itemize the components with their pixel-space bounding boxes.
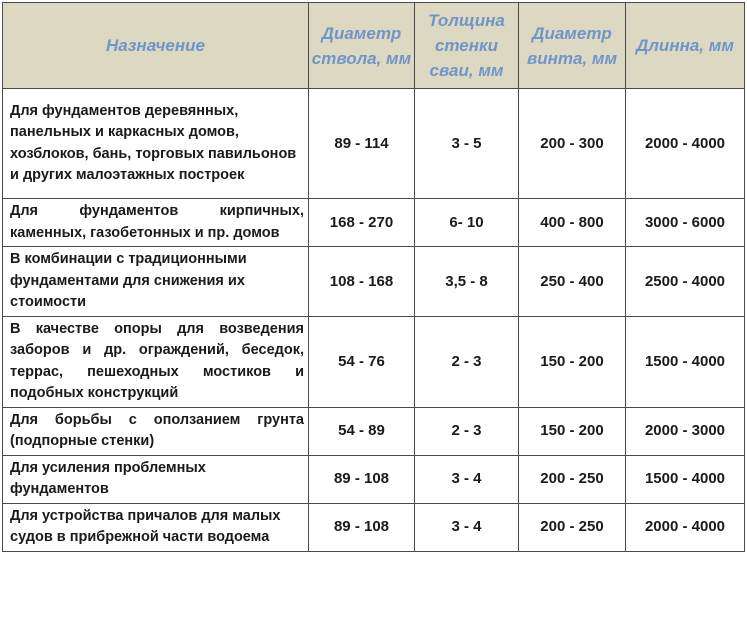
wall-thickness-cell: 3,5 - 8 bbox=[415, 247, 519, 317]
table-row bbox=[3, 503, 745, 551]
length-cell: 2500 - 4000 bbox=[626, 247, 745, 317]
header-row bbox=[3, 3, 745, 89]
table-row bbox=[3, 247, 745, 317]
shaft-diameter-cell: 89 - 108 bbox=[309, 455, 415, 503]
shaft-diameter-cell: 54 - 76 bbox=[309, 316, 415, 407]
table-row bbox=[3, 407, 745, 455]
table-row bbox=[3, 316, 745, 407]
length-cell: 3000 - 6000 bbox=[626, 199, 745, 247]
shaft-diameter-cell: 108 - 168 bbox=[309, 247, 415, 317]
table-row bbox=[3, 89, 745, 199]
length-cell: 2000 - 3000 bbox=[626, 407, 745, 455]
wall-thickness-cell: 2 - 3 bbox=[415, 316, 519, 407]
table-row bbox=[3, 455, 745, 503]
purpose-cell: Для усиления проблемных фундаментов bbox=[3, 455, 309, 503]
wall-thickness-cell: 3 - 5 bbox=[415, 89, 519, 199]
header-shaft-diameter: Диаметр ствола, мм bbox=[309, 3, 415, 89]
screw-pile-spec-table bbox=[2, 2, 745, 552]
table-row bbox=[3, 199, 745, 247]
purpose-cell: Для борьбы с оползанием грунта (подпорные стенки) bbox=[3, 407, 309, 455]
header-screw-diameter: Диаметр винта, мм bbox=[519, 3, 626, 89]
purpose-cell: Для фундаментов деревянных, панельных и каркасных домов, хозблоков, бань, торговых павильонов и других малоэтажных построек bbox=[3, 89, 309, 199]
screw-diameter-cell: 150 - 200 bbox=[519, 407, 626, 455]
screw-diameter-cell: 200 - 250 bbox=[519, 455, 626, 503]
header-wall-thickness: Толщина стенки сваи, мм bbox=[415, 3, 519, 89]
screw-diameter-cell: 250 - 400 bbox=[519, 247, 626, 317]
header-length: Длинна, мм bbox=[626, 3, 745, 89]
header-purpose: Назначение bbox=[3, 3, 309, 89]
length-cell: 2000 - 4000 bbox=[626, 503, 745, 551]
length-cell: 1500 - 4000 bbox=[626, 455, 745, 503]
purpose-cell: В качестве опоры для возведения заборов и др. ограждений, беседок, террас, пешеходных мостиков и подобных конструкций bbox=[3, 316, 309, 407]
screw-diameter-cell: 150 - 200 bbox=[519, 316, 626, 407]
screw-diameter-cell: 200 - 250 bbox=[519, 503, 626, 551]
wall-thickness-cell: 3 - 4 bbox=[415, 503, 519, 551]
wall-thickness-cell: 6- 10 bbox=[415, 199, 519, 247]
purpose-cell: Для устройства причалов для малых судов в прибрежной части водоема bbox=[3, 503, 309, 551]
shaft-diameter-cell: 54 - 89 bbox=[309, 407, 415, 455]
shaft-diameter-cell: 168 - 270 bbox=[309, 199, 415, 247]
screw-diameter-cell: 400 - 800 bbox=[519, 199, 626, 247]
length-cell: 2000 - 4000 bbox=[626, 89, 745, 199]
screw-diameter-cell: 200 - 300 bbox=[519, 89, 626, 199]
wall-thickness-cell: 2 - 3 bbox=[415, 407, 519, 455]
purpose-cell: В комбинации с традиционными фундаментами для снижения их стоимости bbox=[3, 247, 309, 317]
wall-thickness-cell: 3 - 4 bbox=[415, 455, 519, 503]
shaft-diameter-cell: 89 - 108 bbox=[309, 503, 415, 551]
shaft-diameter-cell: 89 - 114 bbox=[309, 89, 415, 199]
length-cell: 1500 - 4000 bbox=[626, 316, 745, 407]
purpose-cell: Для фундаментов кирпичных, каменных, газобетонных и пр. домов bbox=[3, 199, 309, 247]
